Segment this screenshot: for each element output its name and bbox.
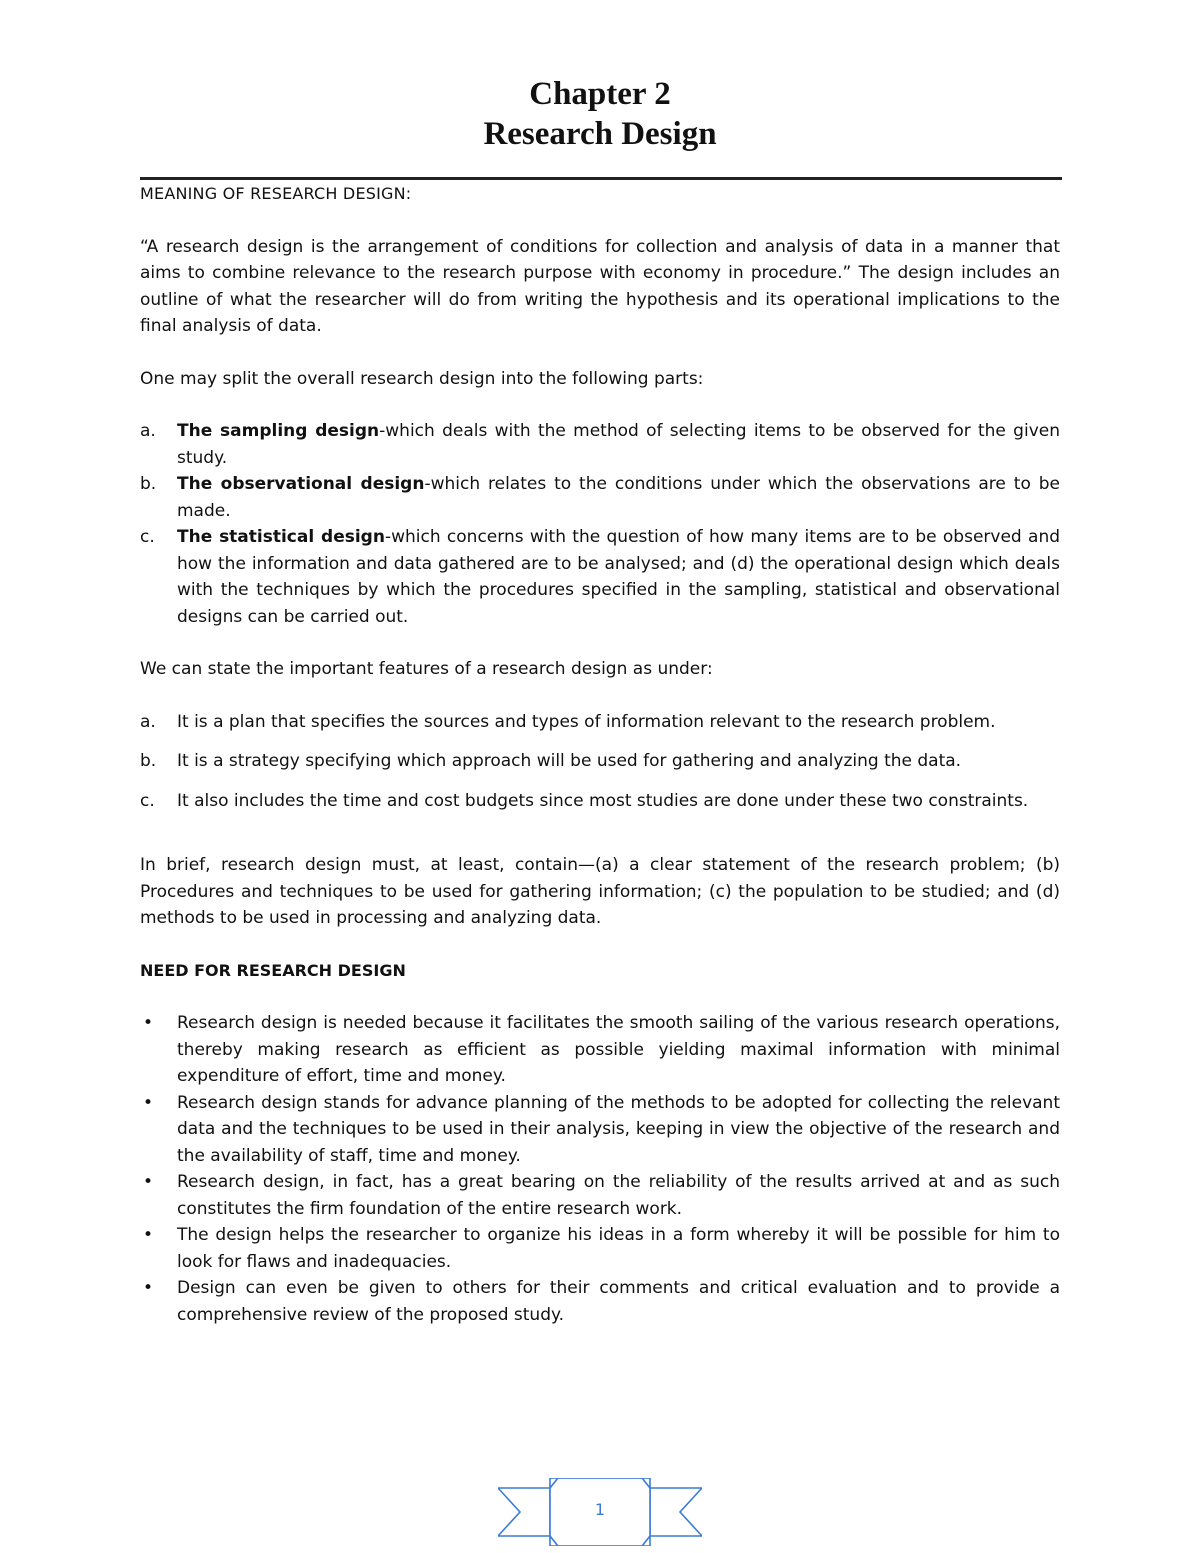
need-list xyxy=(140,1010,1060,1328)
need-text: Research design is needed because it facilitates the smooth sailing of the various research operations, thereby making research as efficient as possible yielding maximal information with minimal expenditure of effort, time and money. xyxy=(177,1013,1060,1086)
chapter-title: Research Design xyxy=(483,116,717,152)
list-marker: b. xyxy=(140,474,157,494)
list-marker: c. xyxy=(140,527,155,547)
part-text: -which concerns with the question of how many items are to be observed and how the information and data gathered are to be analysed; and (d) the operational design which deals with the techniques by which the procedures specified in the sampling, statistical and observational designs can be carried out. xyxy=(177,527,1061,627)
parts-list xyxy=(140,418,1060,630)
list-item xyxy=(140,709,1060,736)
list-item xyxy=(140,418,1060,471)
part-term: The observational design xyxy=(177,474,425,494)
need-text: The design helps the researcher to organize his ideas in a form whereby it will be possible for him to look for flaws and inadequacies. xyxy=(177,1225,1060,1272)
list-item xyxy=(140,1090,1060,1170)
part-text: -which deals with the method of selecting items to be observed for the given study. xyxy=(177,421,1060,468)
list-item xyxy=(140,1275,1060,1328)
list-marker: b. xyxy=(140,751,157,771)
feature-text: It also includes the time and cost budgets since most studies are done under these two constraints. xyxy=(177,790,1029,811)
feature-text: It is a strategy specifying which approach will be used for gathering and analyzing the data. xyxy=(177,751,962,771)
part-term: The sampling design xyxy=(177,421,380,441)
brief-paragraph: In brief, research design must, at least, contain—(a) a clear statement of the research problem; (b) Procedures and techniques to be used for gathering information; (c) the population to be studied; and (d) methods to be used in processing and analyzing data. xyxy=(140,855,1060,928)
bullet-icon: • xyxy=(143,1225,154,1245)
page-footer xyxy=(498,1478,702,1546)
bullet-icon: • xyxy=(143,1013,154,1033)
bullet-icon: • xyxy=(143,1092,154,1113)
list-item xyxy=(140,1169,1060,1222)
chapter-number: Chapter 2 xyxy=(529,76,671,112)
header-rule xyxy=(140,177,1062,180)
bullet-icon: • xyxy=(143,1278,154,1298)
list-item xyxy=(140,524,1060,630)
feature-text: It is a plan that specifies the sources and types of information relevant to the research problem. xyxy=(177,711,996,732)
chapter-header xyxy=(0,74,1200,154)
need-text: Design can even be given to others for their comments and critical evaluation and to provide a comprehensive review of the proposed study. xyxy=(177,1278,1060,1325)
list-item xyxy=(140,788,1060,815)
need-text: Research design, in fact, has a great bearing on the reliability of the results arrived at and as such constitutes the firm foundation of the entire research work. xyxy=(177,1172,1060,1219)
document-body xyxy=(140,181,1060,1328)
need-heading: NEED FOR RESEARCH DESIGN xyxy=(140,960,406,980)
list-marker: a. xyxy=(140,421,156,441)
features-list xyxy=(140,709,1060,815)
list-marker: a. xyxy=(140,711,156,732)
list-item xyxy=(140,1222,1060,1275)
parts-intro: One may split the overall research design into the following parts: xyxy=(140,368,704,389)
meaning-label: MEANING OF RESEARCH DESIGN: xyxy=(140,184,412,203)
bullet-icon: • xyxy=(143,1172,154,1192)
list-marker: c. xyxy=(140,790,155,811)
part-term: The statistical design xyxy=(177,527,385,547)
page-number: 1 xyxy=(594,1500,606,1519)
list-item xyxy=(140,1010,1060,1090)
part-text: -which relates to the conditions under which the observations are to be made. xyxy=(177,474,1060,521)
need-text: Research design stands for advance planning of the methods to be adopted for collecting the relevant data and the techniques to be used in their analysis, keeping in view the objective of the research and the availability of staff, time and money. xyxy=(177,1092,1060,1166)
features-intro: We can state the important features of a research design as under: xyxy=(140,659,713,679)
meaning-definition: “A research design is the arrangement of conditions for collection and analysis of data in a manner that aims to combine relevance to the research purpose with economy in procedure.” The design includes an outline of what the researcher will do from writing the hypothesis and its operational implications to the final analysis of data. xyxy=(140,236,1060,336)
list-item xyxy=(140,748,1060,775)
list-item xyxy=(140,471,1060,524)
